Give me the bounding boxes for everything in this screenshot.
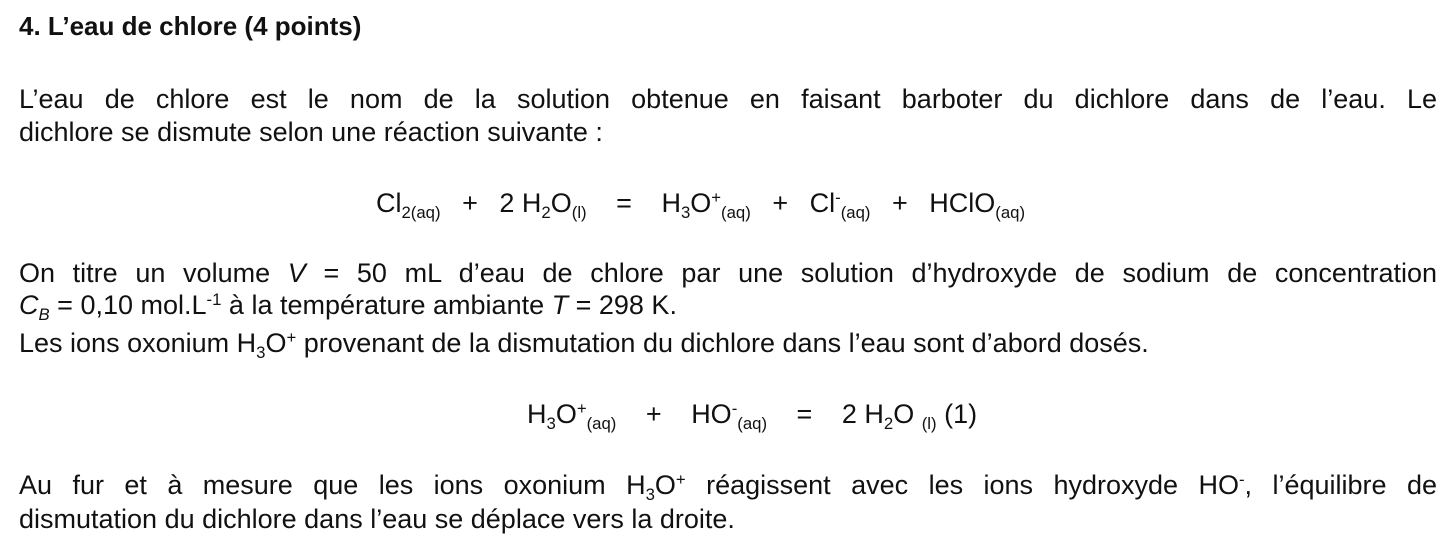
conclusion-line-2: dismutation du dichlore dans l’eau se déplace vers la droite. (19, 504, 735, 534)
dismutation-equation: $Cl_{2(aq)} + 2$ $H_2O_{(l)} = H_3O^+_{(aq)} + Cl^-_{(aq)}$ + HClO$_{(aq)}$ (376, 187, 1026, 222)
intro-line-2: dichlore se dismute selon une réaction suivante : (19, 117, 603, 147)
conclusion-line-1: Au fur et à mesure que les ions oxonium $H_3O^+$ réagissent avec les ions hydroxyde HO-, l’équilibre de (19, 469, 1437, 504)
section-title: 4. L’eau de chlore (4 points) (19, 11, 362, 41)
titration-line-2: $C_B = 0,10$ $mol.L^{-1}$ à la température ambiante T = 298 K. (19, 289, 677, 324)
titration-line-1: On titre un volume V = 50 mL d’eau de chlore par une solution d’hydroxyde de sodium de concentration (19, 258, 1438, 288)
intro-line-1: L’eau de chlore est le nom de la solution obtenue en faisant barboter du dichlore dans de l’eau. Le (19, 84, 1437, 114)
titration-line-3: Les ions oxonium $H_3O^+$ provenant de la dismutation du dichlore dans l’eau sont d’abord dosés. (19, 327, 1149, 362)
titration-equation: $H_3O^+_{(aq)} + HO^-_{(aq)} = 2$ $H_2O$ $_{(l)}$ (1) (527, 398, 978, 433)
